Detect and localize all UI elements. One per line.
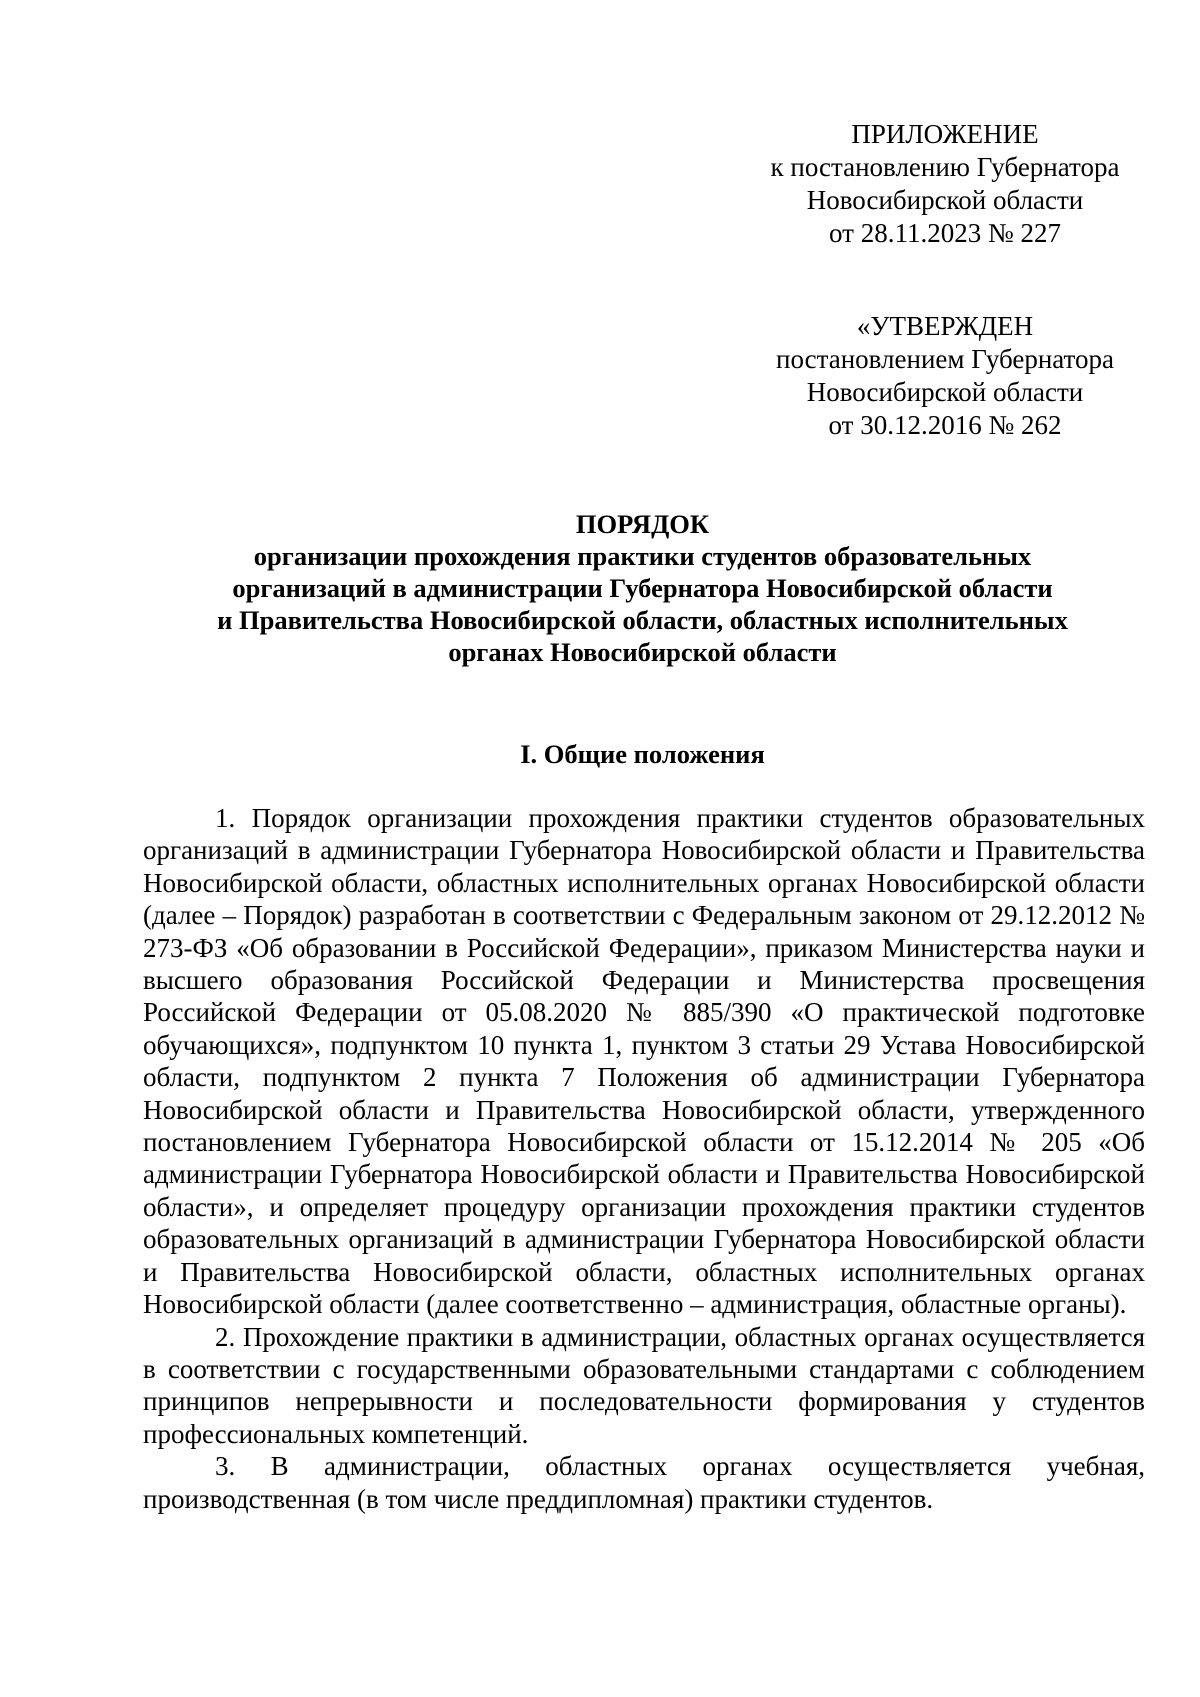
approved-line-1: постановлением Губернатора <box>776 344 1114 374</box>
appendix-line-3: от 28.11.2023 № 227 <box>829 218 1061 248</box>
approved-header <box>745 310 1145 442</box>
paragraph-3 <box>143 1450 1145 1515</box>
document-title-line-5: органах Новосибирской области <box>448 637 837 667</box>
appendix-line-2: Новосибирской области <box>806 185 1084 215</box>
paragraph-1 <box>143 802 1145 1321</box>
document-title <box>140 508 1145 668</box>
paragraph-2 <box>143 1321 1145 1451</box>
paragraph-number: 1. <box>215 803 236 833</box>
paragraph-text: В администрации, областных органах осуществляется учебная, производственная (в том числе преддипломная) практики студентов. <box>143 1451 1146 1514</box>
paragraph-text: Прохождение практики в администрации, областных органах осуществляется в соответствии с государственными образовательными стандартами с соблюдением принципов непрерывности и последовательности формирования у студентов профессиональных компетенций. <box>143 1321 1145 1449</box>
approved-title: «УТВЕРЖДЕН <box>856 311 1034 341</box>
paragraph-number: 2. <box>215 1321 236 1352</box>
appendix-line-1: к постановлению Губернатора <box>770 152 1120 182</box>
section-heading: I. Общие положения <box>520 739 765 769</box>
approved-line-3: от 30.12.2016 № 262 <box>828 410 1062 440</box>
paragraph-number: 3. <box>215 1451 236 1482</box>
appendix-title: ПРИЛОЖЕНИЕ <box>851 119 1039 149</box>
document-title-line-1: ПОРЯДОК <box>575 509 710 539</box>
document-title-line-2: организации прохождения практики студентов образовательных <box>253 541 1032 571</box>
paragraph-text: Порядок организации прохождения практики студентов образовательных организаций в администрации Губернатора Новосибирской области и Правительства Новосибирской области, областных исполнительных органах Новосибирской области (далее – Порядок) разработан в соответствии с Федеральным законом от 29.12.2012 № 273-ФЗ «Об образовании в Российской Федерации», приказом Министерства науки и высшего образования Российской Федерации и Министерства просвещения Российской Федерации от 05.08.2020 № 885/390 «О практической подготовке обучающихся», подпунктом 10 пункта 1, пунктом 3 статьи 29 Устава Новосибирской области, подпунктом 2 пункта 7 Положения об администрации Губернатора Новосибирской области и Правительства Новосибирской области, утвержденного постановлением Губернатора Новосибирской области от 15.12.2014 № 205 «Об администрации Губернатора Новосибирской области и Правительства Новосибирской области», и определяет процедуру организации прохождения практики студентов образовательных организаций в администрации Губернатора Новосибирской области и Правительства Новосибирской области, областных исполнительных органах Новосибирской области (далее соответственно – администрация, областные органы). <box>143 803 1146 1320</box>
document-body <box>143 802 1145 1515</box>
appendix-header <box>745 118 1145 250</box>
document-title-line-3: организаций в администрации Губернатора Новосибирской области <box>232 573 1053 603</box>
approved-line-2: Новосибирской области <box>806 377 1084 407</box>
document-title-line-4: и Правительства Новосибирской области, областных исполнительных <box>217 605 1068 635</box>
